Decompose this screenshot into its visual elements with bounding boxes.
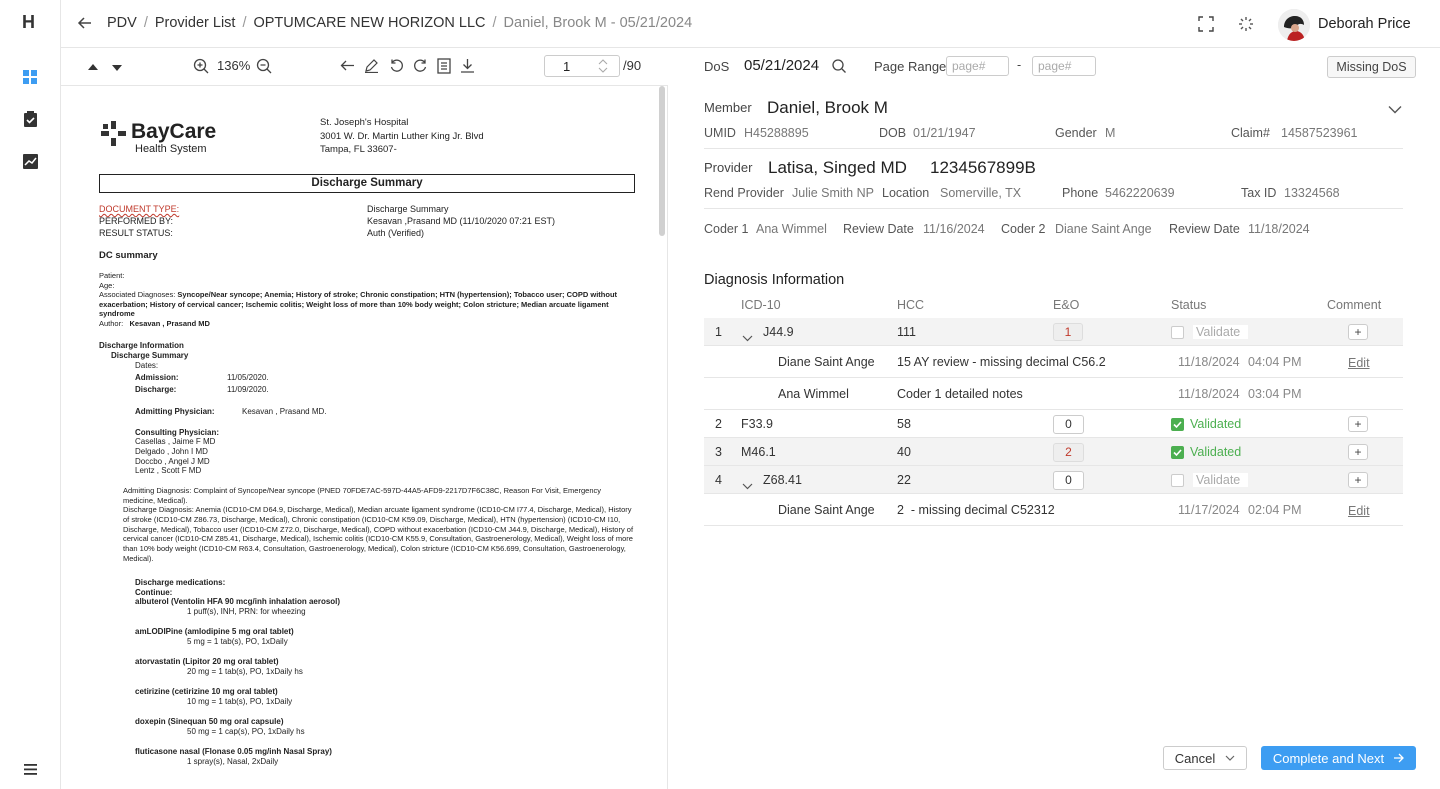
discharge-value: 11/09/2020.	[227, 385, 269, 394]
comment-date: 11/17/2024	[1178, 503, 1240, 517]
breadcrumb: PDV / Provider List / OPTUMCARE NEW HORIZON LLC / Daniel, Brook M - 05/21/2024	[107, 15, 693, 31]
validate-checkbox[interactable]	[1171, 326, 1184, 339]
breadcrumb-current: Daniel, Brook M - 05/21/2024	[503, 15, 693, 31]
consulting-physician: Delgado , John I MD	[135, 446, 208, 456]
phone-value: 5462220639	[1105, 186, 1175, 200]
download-icon[interactable]	[460, 58, 475, 76]
admitting-diagnosis: Admitting Diagnosis: Complaint of Syncope/Near syncope (PNED 70FDE7AC-597D-44A5-AFD9-2217D7F6C38C, Reason For Visit, Emergency medicine, Medical).	[123, 486, 601, 505]
umid-label: UMID	[704, 126, 736, 140]
page-to-input[interactable]: page#	[1032, 56, 1096, 76]
med-dose: 50 mg = 1 cap(s), PO, 1xDaily hs	[187, 727, 305, 736]
dc-summary-heading: DC summary	[99, 250, 158, 261]
consulting-label: Consulting Physician:	[135, 428, 220, 437]
breadcrumb-pdv[interactable]: PDV	[107, 15, 137, 31]
baycare-logo: BayCare Health System	[101, 121, 216, 155]
comment-time: 02:04 PM	[1248, 503, 1302, 517]
status-text[interactable]: Validate	[1193, 473, 1248, 487]
assoc-diagnoses: Syncope/Near syncope; Anemia; History of stroke; Chronic constipation; HTN (hypertension); Tobacco user; COPD without exacerbation; History of cervical cancer; Ischemic colitis; Weight loss of more than 10% body weight; Colon stricture; Median arcuate ligament syndrome	[99, 290, 618, 318]
page-range-label: Page Range	[874, 59, 947, 74]
page-range-dash: -	[1017, 58, 1022, 72]
comment-time: 03:04 PM	[1248, 387, 1302, 401]
eo-count[interactable]: 0	[1053, 415, 1084, 434]
clipboard-check-icon[interactable]	[21, 110, 39, 128]
coder2-value: Diane Saint Ange	[1055, 222, 1152, 236]
left-nav	[0, 0, 61, 789]
review-date1-label: Review Date	[843, 222, 914, 236]
hospital-name: St. Joseph's Hospital	[320, 117, 409, 128]
dashboard-icon[interactable]	[21, 68, 39, 86]
eo-count[interactable]: 0	[1053, 471, 1084, 490]
meds-label: Discharge medications:	[135, 578, 226, 587]
author-label: Author:	[99, 318, 124, 328]
claim-value: 14587523961	[1281, 126, 1358, 140]
rend-provider-label: Rend Provider	[704, 186, 784, 200]
zoom-in-icon[interactable]	[193, 58, 209, 77]
complete-and-next-button[interactable]	[1261, 746, 1416, 770]
cancel-button[interactable]	[1163, 746, 1247, 770]
umid-value: H45288895	[744, 126, 809, 140]
page-stepper-icon[interactable]	[598, 57, 608, 78]
fullscreen-icon[interactable]	[1198, 16, 1214, 35]
add-comment-button[interactable]: +	[1348, 444, 1368, 460]
validate-checkbox[interactable]	[1171, 474, 1184, 487]
hospital-city: Tampa, FL 33607-	[320, 144, 397, 155]
cancel-label: Cancel	[1174, 750, 1216, 766]
rotate-left-icon[interactable]	[389, 58, 404, 76]
eo-count[interactable]: 2	[1053, 443, 1084, 462]
chevron-down-icon[interactable]	[742, 330, 753, 345]
performed-value: Kesavan ,Prasand MD (11/10/2020 07:21 EST)	[367, 216, 555, 226]
rotate-right-icon[interactable]	[413, 58, 428, 76]
back-arrow-icon[interactable]	[77, 15, 93, 34]
result-value: Auth (Verified)	[367, 228, 425, 238]
zoom-out-icon[interactable]	[256, 58, 272, 77]
provider-name: Latisa, Singed MD	[768, 158, 907, 177]
hospital-address: 3001 W. Dr. Martin Luther King Jr. Blvd	[320, 130, 484, 142]
consulting-physician: Doccbo , Angel J MD	[135, 456, 210, 466]
provider-label: Provider	[704, 160, 753, 175]
review-panel	[668, 48, 1440, 789]
pen-icon[interactable]	[364, 58, 379, 76]
chart-icon[interactable]	[21, 152, 39, 170]
comment-author: Diane Saint Ange	[778, 503, 875, 517]
missing-dos-button[interactable]: Missing DoS	[1327, 56, 1416, 78]
status-text[interactable]: Validate	[1193, 325, 1248, 339]
document-title: Discharge Summary	[99, 174, 635, 193]
next-page-icon[interactable]	[111, 61, 123, 76]
pdf-viewer[interactable]	[61, 86, 668, 789]
top-bar	[61, 0, 1440, 48]
col-comment: Comment	[1327, 298, 1382, 312]
col-eo: E&O	[1053, 298, 1080, 312]
doc-type-label: DOCUMENT TYPE:	[99, 204, 180, 214]
page-number-input[interactable]: 1	[544, 55, 620, 77]
location-label: Location	[882, 186, 930, 200]
med-dose: 10 mg = 1 tab(s), PO, 1xDaily	[187, 697, 293, 706]
provider-npi: 1234567899B	[930, 158, 1036, 177]
dob-label: DOB	[879, 126, 907, 140]
chevron-down-icon	[1225, 755, 1235, 762]
col-hcc: HCC	[897, 298, 925, 312]
divider	[704, 148, 1403, 149]
edit-comment-link[interactable]: Edit	[1348, 504, 1370, 518]
result-label: RESULT STATUS:	[99, 228, 173, 238]
discharge-diagnosis: Discharge Diagnosis: Anemia (ICD10-CM D64.9, Discharge, Medical), Median arcuate ligament syndrome (ICD10-CM I77.4, Discharge, Medical), History of stroke (ICD10-CM Z86.73, Discharge, Medical), Chronic constipation (ICD10-CM K59.09, Discharge, Medical), HTN (hypertension) (ICD10-CM I10, Discharge, Medical), Tobacco user (ICD10-CM Z72.0, Discharge, Medical), COPD without exacerbation (ICD10-CM J44.9, Discharge, Medical), History of cervical cancer (ICD10-CM Z85.41, Discharge, Medical), Ischemic colitis (ICD10-CM K55.9, Consultation, Gastroenerology, Medical), Weight loss of more than 10% body weight (ICD10-CM R63.4, Consultation, Gastroenerology, Medical), Colon stricture (ICD10-CM K56.699, Consultation, Gastroenerology, Medical).	[123, 505, 634, 563]
hcc-code: 111	[897, 325, 917, 339]
comment-date: 11/18/2024	[1178, 355, 1240, 369]
row-number: 1	[715, 325, 722, 339]
med-dose: 1 spray(s), Nasal, 2xDaily	[187, 757, 279, 766]
pdf-scrollbar[interactable]	[659, 86, 665, 236]
breadcrumb-provider[interactable]: OPTUMCARE NEW HORIZON LLC	[253, 15, 486, 31]
status-text: Validated	[1190, 445, 1242, 459]
complete-label: Complete and Next	[1272, 750, 1385, 766]
document-icon[interactable]	[437, 58, 451, 77]
med-name: atorvastatin (Lipitor 20 mg oral tablet)	[135, 657, 279, 666]
consulting-physician: Casellas , Jaime F MD	[135, 437, 216, 446]
user-name[interactable]: Deborah Price	[1318, 16, 1411, 32]
admitting-label: Admitting Physician:	[135, 407, 215, 416]
icd-code: Z68.41	[763, 473, 802, 487]
add-comment-button[interactable]: +	[1348, 472, 1368, 488]
icd-code: J44.9	[763, 325, 794, 339]
chevron-down-icon[interactable]	[742, 478, 753, 493]
gender-value: M	[1105, 126, 1116, 140]
zoom-level: 136%	[217, 58, 251, 73]
performed-label: PERFORMED BY:	[99, 216, 174, 226]
row-number: 2	[715, 417, 722, 431]
edit-comment-link[interactable]: Edit	[1348, 356, 1370, 370]
admission-label: Admission:	[135, 373, 179, 382]
arrow-left-icon[interactable]	[340, 58, 355, 76]
icd-code: F33.9	[741, 417, 773, 431]
discharge-label: Discharge:	[135, 385, 177, 394]
eo-count[interactable]: 1	[1053, 323, 1083, 341]
comment-text: 2 - missing decimal C52312	[897, 503, 1055, 517]
dos-value: 05/21/2024	[744, 57, 820, 74]
icd-code: M46.1	[741, 445, 776, 459]
discharge-summary-heading: Discharge Summary	[111, 351, 189, 360]
page-from-input[interactable]: page#	[946, 56, 1009, 76]
admission-value: 11/05/2020.	[227, 373, 269, 382]
member-name: Daniel, Brook M	[767, 98, 888, 117]
arrow-right-icon	[1393, 753, 1404, 763]
admitting-value: Kesavan , Prasand MD.	[242, 407, 327, 416]
coder1-value: Ana Wimmel	[756, 222, 827, 236]
med-name: amLODIPine (amlodipine 5 mg oral tablet)	[135, 627, 294, 636]
comment-time: 04:04 PM	[1248, 355, 1302, 369]
menu-list-icon[interactable]	[21, 760, 39, 778]
comment-text: 15 AY review - missing decimal C56.2	[897, 355, 1106, 369]
diagnosis-title: Diagnosis Information	[704, 272, 845, 288]
dob-value: 01/21/1947	[913, 126, 976, 140]
continue-label: Continue:	[135, 588, 173, 597]
claim-label: Claim#	[1231, 126, 1270, 140]
hcc-code: 22	[897, 473, 911, 487]
comment-date: 11/18/2024	[1178, 387, 1240, 401]
comment-author: Ana Wimmel	[778, 387, 849, 401]
doc-type-value: Discharge Summary	[367, 204, 449, 214]
col-status: Status	[1171, 298, 1207, 312]
validate-checkbox[interactable]	[1171, 446, 1184, 459]
patient-label: Patient:	[99, 271, 125, 280]
breadcrumb-provider-list[interactable]: Provider List	[154, 15, 236, 31]
med-name: doxepin (Sinequan 50 mg oral capsule)	[135, 717, 284, 726]
status-text: Validated	[1190, 417, 1242, 431]
validate-checkbox[interactable]	[1171, 418, 1184, 431]
rend-provider-value: Julie Smith NP	[792, 186, 874, 200]
member-label: Member	[704, 100, 752, 115]
location-value: Somerville, TX	[940, 186, 1022, 200]
chevron-down-icon[interactable]	[1388, 102, 1402, 117]
comment-text: Coder 1 detailed notes	[897, 387, 1023, 401]
med-dose: 20 mg = 1 tab(s), PO, 1xDaily hs	[187, 667, 303, 676]
review-date2-value: 11/18/2024	[1248, 222, 1310, 236]
hcc-code: 40	[897, 445, 911, 459]
med-dose: 1 puff(s), INH, PRN: for wheezing	[187, 607, 306, 616]
med-name: cetirizine (cetirizine 10 mg oral tablet)	[135, 687, 278, 696]
row-number: 3	[715, 445, 722, 459]
tax-id-value: 13324568	[1284, 186, 1340, 200]
total-pages: /90	[623, 58, 642, 73]
search-icon[interactable]	[832, 59, 846, 76]
col-icd10: ICD-10	[741, 298, 781, 312]
loading-spinner-icon	[1238, 16, 1254, 35]
consulting-physician: Lentz , Scott F MD	[135, 466, 202, 476]
discharge-info-heading: Discharge Information	[99, 341, 184, 350]
review-date2-label: Review Date	[1169, 222, 1240, 236]
add-comment-button[interactable]: +	[1348, 416, 1368, 432]
age-label: Age:	[99, 280, 115, 290]
assoc-label: Associated Diagnoses:	[99, 290, 176, 299]
med-dose: 5 mg = 1 tab(s), PO, 1xDaily	[187, 637, 288, 646]
prev-page-icon[interactable]	[87, 60, 99, 75]
coder2-label: Coder 2	[1001, 222, 1046, 236]
med-name: albuterol (Ventolin HFA 90 mcg/inh inhalation aerosol)	[135, 597, 341, 606]
dos-label: DoS	[704, 59, 730, 74]
comment-author: Diane Saint Ange	[778, 355, 875, 369]
add-comment-button[interactable]: +	[1348, 324, 1368, 340]
app-logo: H	[22, 12, 35, 32]
gender-label: Gender	[1055, 126, 1097, 140]
coder1-label: Coder 1	[704, 222, 749, 236]
review-date1-value: 11/16/2024	[923, 222, 985, 236]
phone-label: Phone	[1062, 186, 1099, 200]
row-number: 4	[715, 473, 722, 487]
dates-label: Dates:	[135, 361, 159, 370]
divider	[704, 208, 1403, 209]
tax-id-label: Tax ID	[1241, 186, 1277, 200]
avatar[interactable]	[1278, 9, 1310, 41]
med-name: fluticasone nasal (Flonase 0.05 mg/inh Nasal Spray)	[135, 747, 332, 756]
hcc-code: 58	[897, 417, 911, 431]
author-value: Kesavan , Prasand MD	[129, 318, 210, 328]
